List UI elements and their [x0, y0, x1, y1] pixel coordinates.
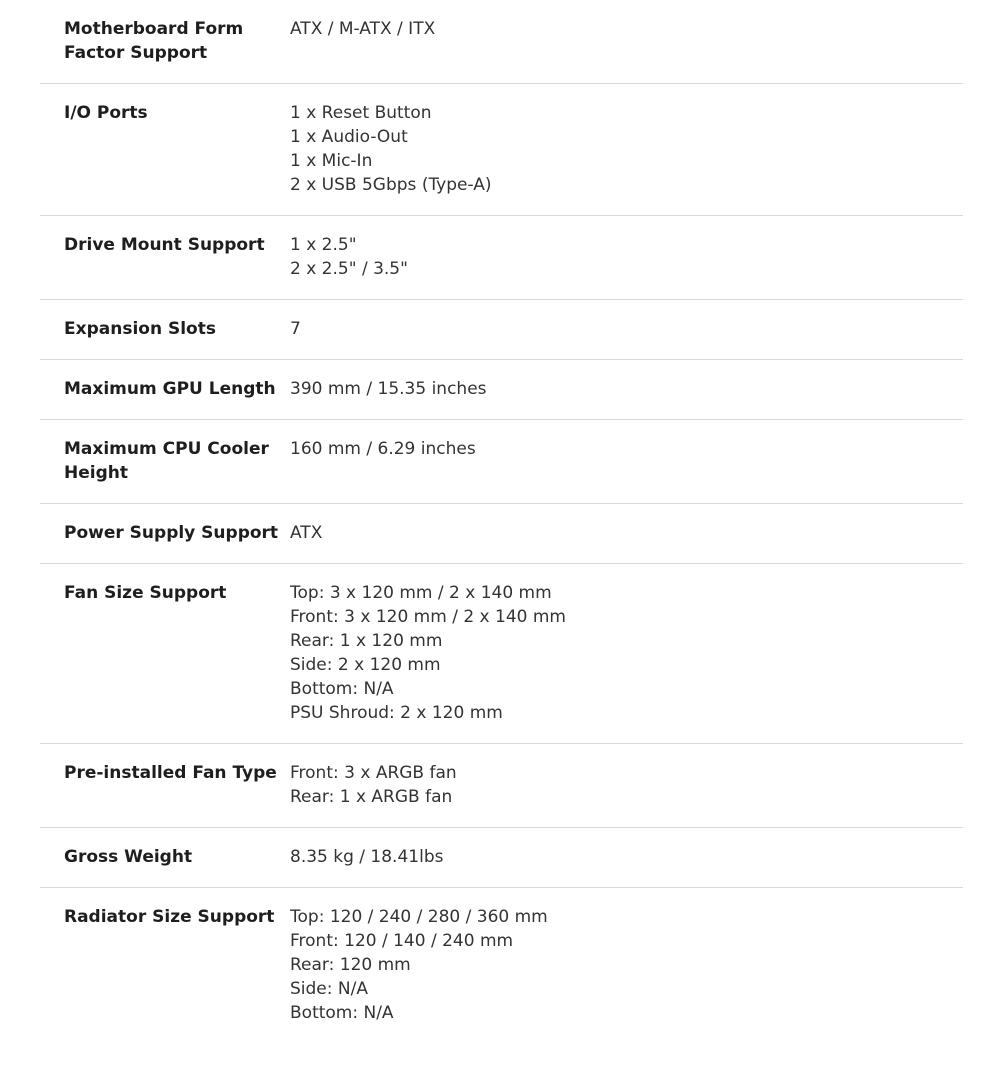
spec-label-text: Fan Size Support — [64, 583, 227, 603]
spec-value-line: Rear: 1 x 120 mm — [290, 631, 443, 651]
spec-value-line: 1 x Audio-Out — [290, 127, 408, 147]
spec-label — [40, 377, 290, 401]
spec-label-text: Gross Weight — [64, 847, 193, 867]
spec-value-line: Front: 3 x ARGB fan — [290, 763, 457, 783]
spec-value-line: Top: 120 / 240 / 280 / 360 mm — [290, 907, 548, 927]
spec-row-radiator-size-support — [40, 888, 963, 1043]
spec-row-gross-weight — [40, 828, 963, 888]
spec-table — [40, 0, 963, 1043]
spec-row-max-gpu-length — [40, 360, 963, 420]
spec-value-line: Front: 120 / 140 / 240 mm — [290, 931, 514, 951]
spec-label — [40, 761, 290, 809]
spec-row-preinstalled-fan-type — [40, 744, 963, 828]
spec-row-motherboard-form-factor — [40, 0, 963, 84]
spec-label — [40, 581, 290, 725]
spec-value-line: Rear: 1 x ARGB fan — [290, 787, 453, 807]
spec-value-line: ATX — [290, 523, 323, 543]
spec-label — [40, 101, 290, 197]
spec-value-line: PSU Shroud: 2 x 120 mm — [290, 703, 503, 723]
spec-row-io-ports — [40, 84, 963, 216]
spec-value-line: 8.35 kg / 18.41lbs — [290, 847, 444, 867]
spec-row-expansion-slots — [40, 300, 963, 360]
spec-label — [40, 905, 290, 1025]
spec-value-line: Rear: 120 mm — [290, 955, 411, 975]
spec-value-line: Bottom: N/A — [290, 679, 394, 699]
spec-value-line: 390 mm / 15.35 inches — [290, 379, 487, 399]
spec-value — [290, 581, 963, 725]
spec-value — [290, 377, 963, 401]
spec-value-line: 1 x Mic-In — [290, 151, 373, 171]
spec-row-drive-mount-support — [40, 216, 963, 300]
spec-row-power-supply-support — [40, 504, 963, 564]
spec-label — [40, 317, 290, 341]
spec-label-text: Expansion Slots — [64, 319, 216, 339]
spec-value-line: ATX / M-ATX / ITX — [290, 19, 436, 39]
spec-label — [40, 521, 290, 545]
spec-value — [290, 437, 963, 485]
spec-value-line: Side: N/A — [290, 979, 368, 999]
spec-label-text: Power Supply Support — [64, 523, 279, 543]
spec-label-text: Maximum CPU Cooler Height — [64, 439, 269, 483]
spec-value-line: 7 — [290, 319, 301, 339]
spec-label — [40, 17, 290, 65]
spec-label-text: Pre-installed Fan Type — [64, 763, 277, 783]
spec-label-text: Radiator Size Support — [64, 907, 275, 927]
spec-value — [290, 233, 963, 281]
spec-row-fan-size-support — [40, 564, 963, 744]
spec-row-max-cpu-cooler-height — [40, 420, 963, 504]
spec-label-text: I/O Ports — [64, 103, 148, 123]
spec-value-line: 1 x Reset Button — [290, 103, 432, 123]
spec-value-line: 1 x 2.5" — [290, 235, 357, 255]
spec-value-line: 2 x USB 5Gbps (Type-A) — [290, 175, 492, 195]
spec-value — [290, 521, 963, 545]
spec-label-text: Drive Mount Support — [64, 235, 265, 255]
spec-value — [290, 317, 963, 341]
spec-label-text: Maximum GPU Length — [64, 379, 276, 399]
spec-label-text: Motherboard Form Factor Support — [64, 19, 244, 63]
spec-value-line: Front: 3 x 120 mm / 2 x 140 mm — [290, 607, 566, 627]
spec-value-line: 2 x 2.5" / 3.5" — [290, 259, 408, 279]
spec-value-line: Top: 3 x 120 mm / 2 x 140 mm — [290, 583, 552, 603]
spec-value-line: 160 mm / 6.29 inches — [290, 439, 476, 459]
spec-value-line: Bottom: N/A — [290, 1003, 394, 1023]
spec-value — [290, 905, 963, 1025]
spec-value-line: Side: 2 x 120 mm — [290, 655, 441, 675]
spec-value — [290, 101, 963, 197]
spec-value — [290, 17, 963, 65]
spec-value — [290, 761, 963, 809]
spec-value — [290, 845, 963, 869]
spec-label — [40, 233, 290, 281]
spec-label — [40, 845, 290, 869]
spec-label — [40, 437, 290, 485]
